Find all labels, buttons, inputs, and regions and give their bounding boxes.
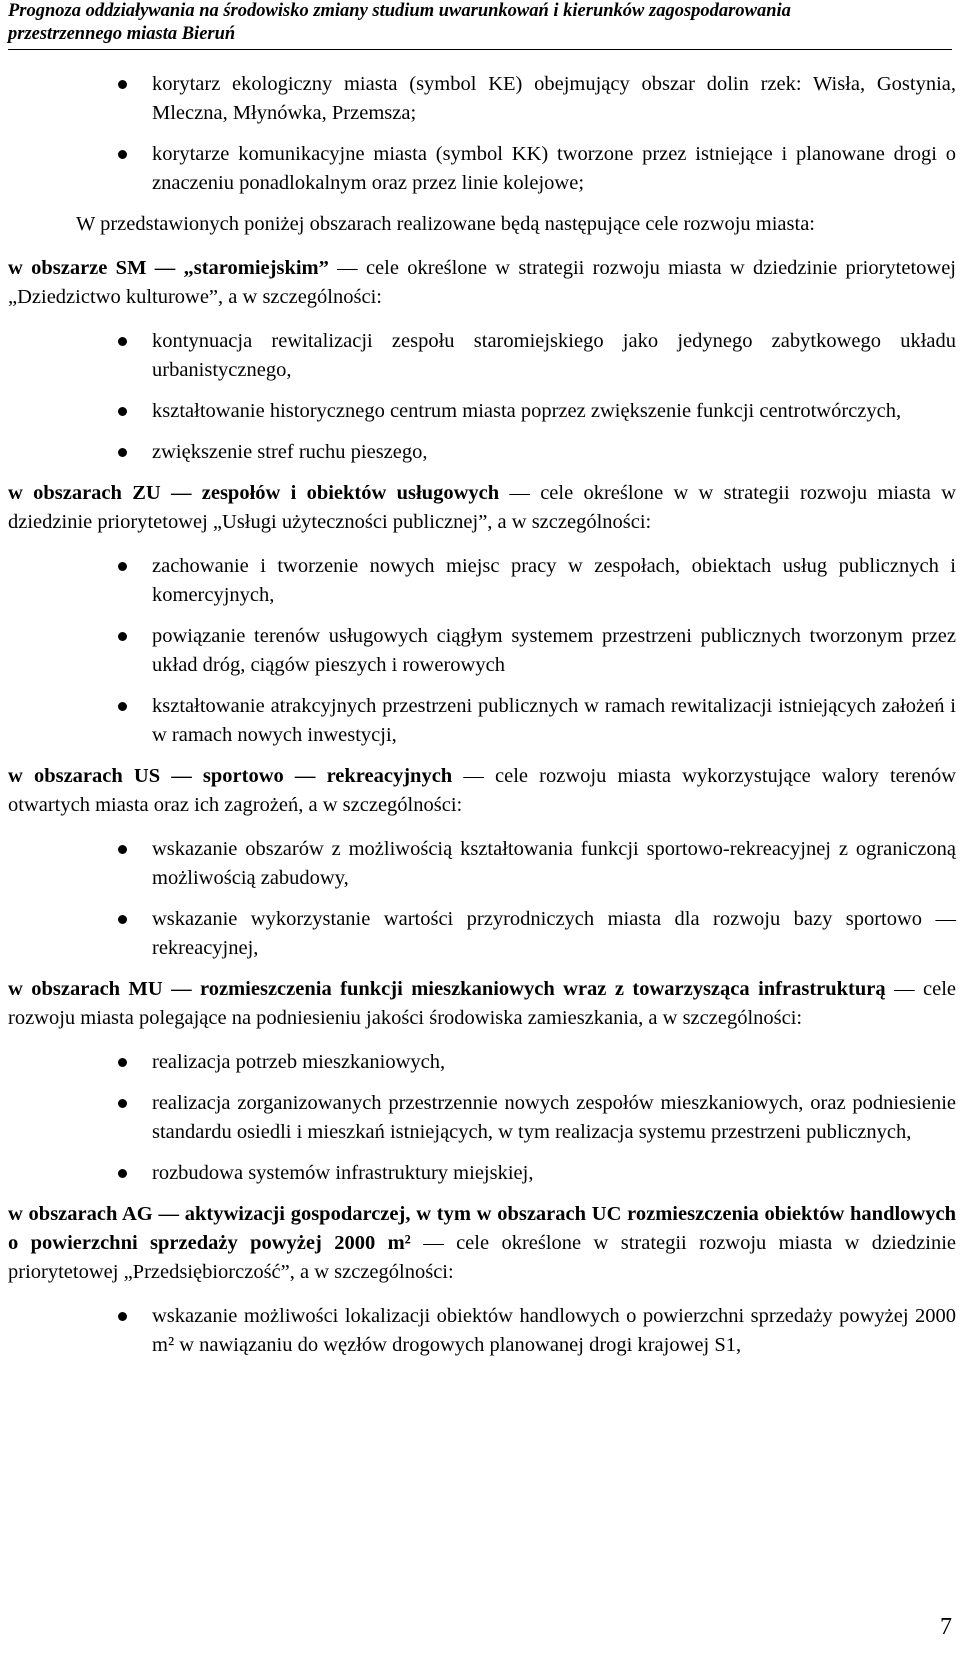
bullet-icon [118,632,127,641]
zone-paragraph-ag [8,1200,956,1287]
bullet-icon [118,150,127,159]
list-item: realizacja potrzeb mieszkaniowych, [8,1048,956,1077]
list-item: wskazanie obszarów z możliwością kształtowania funkcji sportowo-rekreacyjnej z ograniczoną możliwością zabudowy, [8,835,956,893]
zone-list-mu [8,1048,956,1188]
bullet-icon [118,407,127,416]
list-item: wskazanie wykorzystanie wartości przyrodniczych miasta dla rozwoju bazy sportowo ― rekreacyjnej, [8,905,956,963]
zone-list-ag [8,1302,956,1360]
zone-list-us [8,835,956,963]
zone-list-zu [8,552,956,750]
list-item: korytarze komunikacyjne miasta (symbol KK) tworzone przez istniejące i planowane drogi o znaczeniu ponadlokalnym oraz przez linie kolejowe; [8,140,956,198]
zone-desc: ― cele określone w w strategii rozwoju miasta w dziedzinie priorytetowej „Usługi użyteczności publicznej”, a w szczególności: [8,482,956,533]
bullet-icon [118,845,127,854]
zone-lead: w obszarach ZU ― zespołów i obiektów usługowych [8,482,510,504]
list-item: rozbudowa systemów infrastruktury miejskiej, [8,1159,956,1188]
bullet-icon [118,1312,127,1321]
list-item: zachowanie i tworzenie nowych miejsc pracy w zespołach, obiektach usług publicznych i komercyjnych, [8,552,956,610]
zone-desc: ― cele rozwoju miasta polegające na podniesieniu jakości środowiska zamieszkania, a w szczególności: [8,978,956,1029]
zone-paragraph-sm [8,254,956,312]
page-number: 7 [940,1614,952,1640]
intro-paragraph: W przedstawionych poniżej obszarach realizowane będą następujące cele rozwoju miasta: [76,213,815,235]
list-item: powiązanie terenów usługowych ciągłym systemem przestrzeni publicznych tworzonym przez układ dróg, ciągów pieszych i rowerowych [8,622,956,680]
bullet-icon [118,562,127,571]
bullet-icon [118,1058,127,1067]
document-body [8,70,956,1372]
zone-paragraph-us [8,762,956,820]
bullet-icon [118,1099,127,1108]
page-header [8,0,952,50]
list-item: realizacja zorganizowanych przestrzennie nowych zespołów mieszkaniowych, oraz podniesienie standardu osiedli i mieszkań istniejących, w tym realizacja systemu przestrzeni publicznych, [8,1089,956,1147]
list-item: kształtowanie atrakcyjnych przestrzeni publicznych w ramach rewitalizacji istniejących założeń i w ramach nowych inwestycji, [8,692,956,750]
intro-list [8,70,956,198]
header-title-line-1: Prognoza oddziaływania na środowisko zmiany studium uwarunkowań i kierunków zagospodarowania [8,1,791,21]
zone-lead: w obszarze SM ― „staromiejskim” [8,257,338,279]
zone-lead: w obszarach AG ― aktywizacji gospodarczej, w tym w obszarach UC rozmieszczenia obiektów handlowych o powierzchni sprzedaży powyżej 2000 m² [8,1203,956,1254]
zone-lead: w obszarach MU ― rozmieszczenia funkcji mieszkaniowych wraz z towarzysząca infrastrukturą [8,978,895,1000]
list-item: kontynuacja rewitalizacji zespołu staromiejskiego jako jedynego zabytkowego układu urbanistycznego, [8,327,956,385]
bullet-icon [118,448,127,457]
bullet-icon [118,1169,127,1178]
zone-lead: w obszarach US ― sportowo ― rekreacyjnych [8,765,464,787]
list-item: zwiększenie stref ruchu pieszego, [8,438,956,467]
bullet-icon [118,915,127,924]
zone-paragraph-mu [8,975,956,1033]
list-item: wskazanie możliwości lokalizacji obiektów handlowych o powierzchni sprzedaży powyżej 2000 m² w nawiązaniu do węzłów drogowych planowanej drogi krajowej S1, [8,1302,956,1360]
list-item: kształtowanie historycznego centrum miasta poprzez zwiększenie funkcji centrotwórczych, [8,397,956,426]
bullet-icon [118,80,127,89]
zone-paragraph-zu [8,479,956,537]
bullet-icon [118,337,127,346]
bullet-icon [118,702,127,711]
zone-desc: ― cele określone w strategii rozwoju miasta w dziedzinie priorytetowej „Przedsiębiorczość”, a w szczególności: [8,1232,956,1283]
list-item: korytarz ekologiczny miasta (symbol KE) obejmujący obszar dolin rzek: Wisła, Gostynia, Mleczna, Młynówka, Przemsza; [8,70,956,128]
zone-desc: ― cele określone w strategii rozwoju miasta w dziedzinie priorytetowej „Dziedzictwo kulturowe”, a w szczególności: [8,257,956,308]
zone-desc: ― cele rozwoju miasta wykorzystujące walory terenów otwartych miasta oraz ich zagrożeń, a w szczególności: [8,765,957,816]
header-title-line-2: przestrzennego miasta Bieruń [8,24,236,44]
zone-list-sm [8,327,956,467]
